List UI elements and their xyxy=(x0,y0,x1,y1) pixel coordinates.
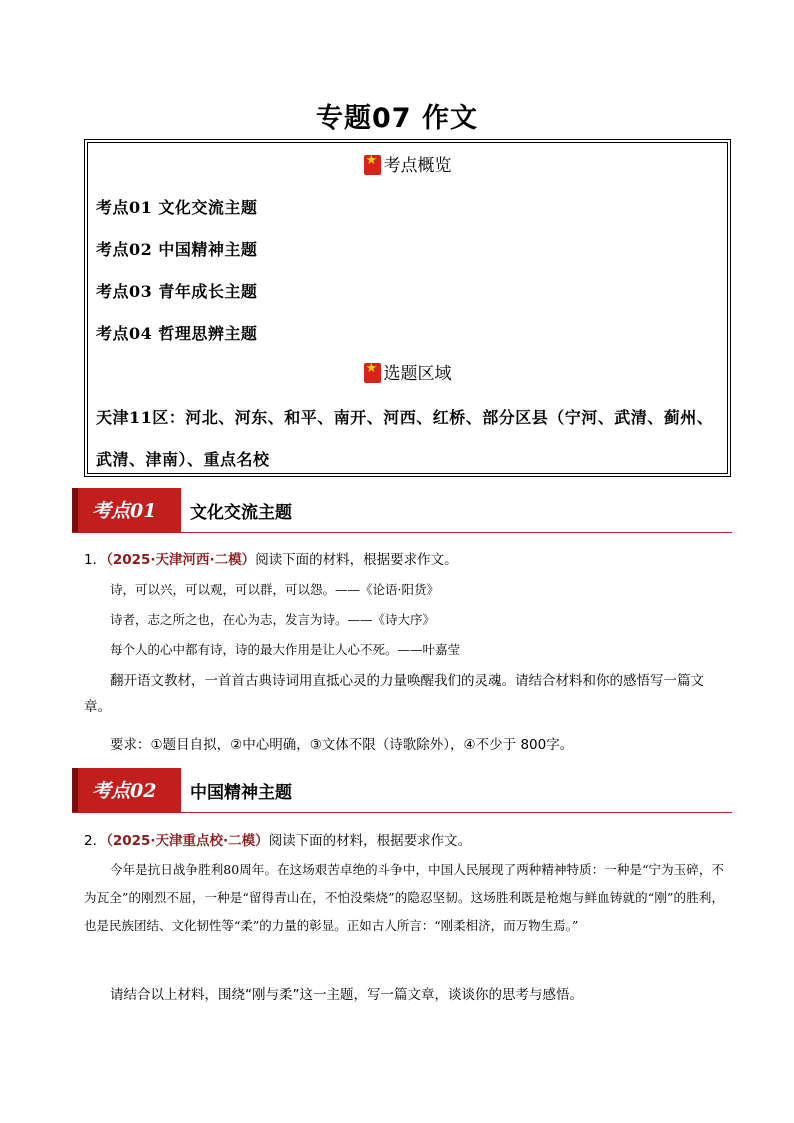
question-body: 请结合以上材料，围绕“刚与柔”这一主题，写一篇文章，谈谈你的思考与感悟。 xyxy=(110,987,583,1003)
flag-icon xyxy=(364,363,381,383)
flag-icon xyxy=(364,155,381,175)
question-header: 1．（2025·天津河西·二模）阅读下面的材料，根据要求作文。 xyxy=(84,552,458,568)
overview-box xyxy=(84,139,731,477)
section-title: 文化交流主题 xyxy=(190,503,292,523)
section-badge: 考点02 xyxy=(72,768,181,812)
question-requirement: 要求：①题目自拟，②中心明确，③文体不限（诗歌除外），④不少于 800字。 xyxy=(110,737,574,753)
section-title: 中国精神主题 xyxy=(190,783,292,803)
quote: 诗者，志之所之也，在心为志，发言为诗。——《诗大序》 xyxy=(110,612,436,627)
question-source: （2025·天津重点校·二模） xyxy=(106,833,269,849)
question-header: 2．（2025·天津重点校·二模）阅读下面的材料，根据要求作文。 xyxy=(84,833,472,849)
question-source: （2025·天津河西·二模） xyxy=(106,552,256,568)
overview-item: 考点04 哲理思辨主题 xyxy=(96,324,258,343)
divider xyxy=(72,812,732,813)
section-badge: 考点01 xyxy=(72,488,181,532)
overview-item: 考点03 青年成长主题 xyxy=(96,282,258,301)
region-heading: ★选题区域 xyxy=(88,359,727,384)
quote: 诗，可以兴，可以观，可以群，可以怨。——《论语·阳货》 xyxy=(110,582,439,597)
question-material: 今年是抗日战争胜利80周年。在这场艰苦卓绝的斗争中，中国人民展现了两种精神特质：一种是“宁为玉碎，不为瓦全”的刚烈不屈，一种是“留得青山在，不怕没柴烧”的隐忍坚韧。这场胜利既是枪炮与鲜血铸就的“刚”的胜利，也是民族团结、文化韧性等“柔”的力量的彰显。正如古人所言：“刚柔相济，而万物生焉。” xyxy=(84,862,724,933)
overview-heading: ★考点概览 xyxy=(88,151,727,176)
quote: 每个人的心中都有诗，诗的最大作用是让人心不死。——叶嘉莹 xyxy=(110,642,461,657)
page-title: 专题07 作文 xyxy=(316,103,478,134)
question-body: 翻开语文教材，一首首古典诗词用直抵心灵的力量唤醒我们的灵魂。请结合材料和你的感悟写一篇文章。 xyxy=(84,673,704,715)
divider xyxy=(72,532,732,533)
overview-item: 考点02 中国精神主题 xyxy=(96,240,258,259)
region-text: 天津11区：河北、河东、和平、南开、河西、红桥、部分区县（宁河、武清、蓟州、武清、津南）、重点名校 xyxy=(96,408,714,469)
overview-item: 考点01 文化交流主题 xyxy=(96,198,258,217)
